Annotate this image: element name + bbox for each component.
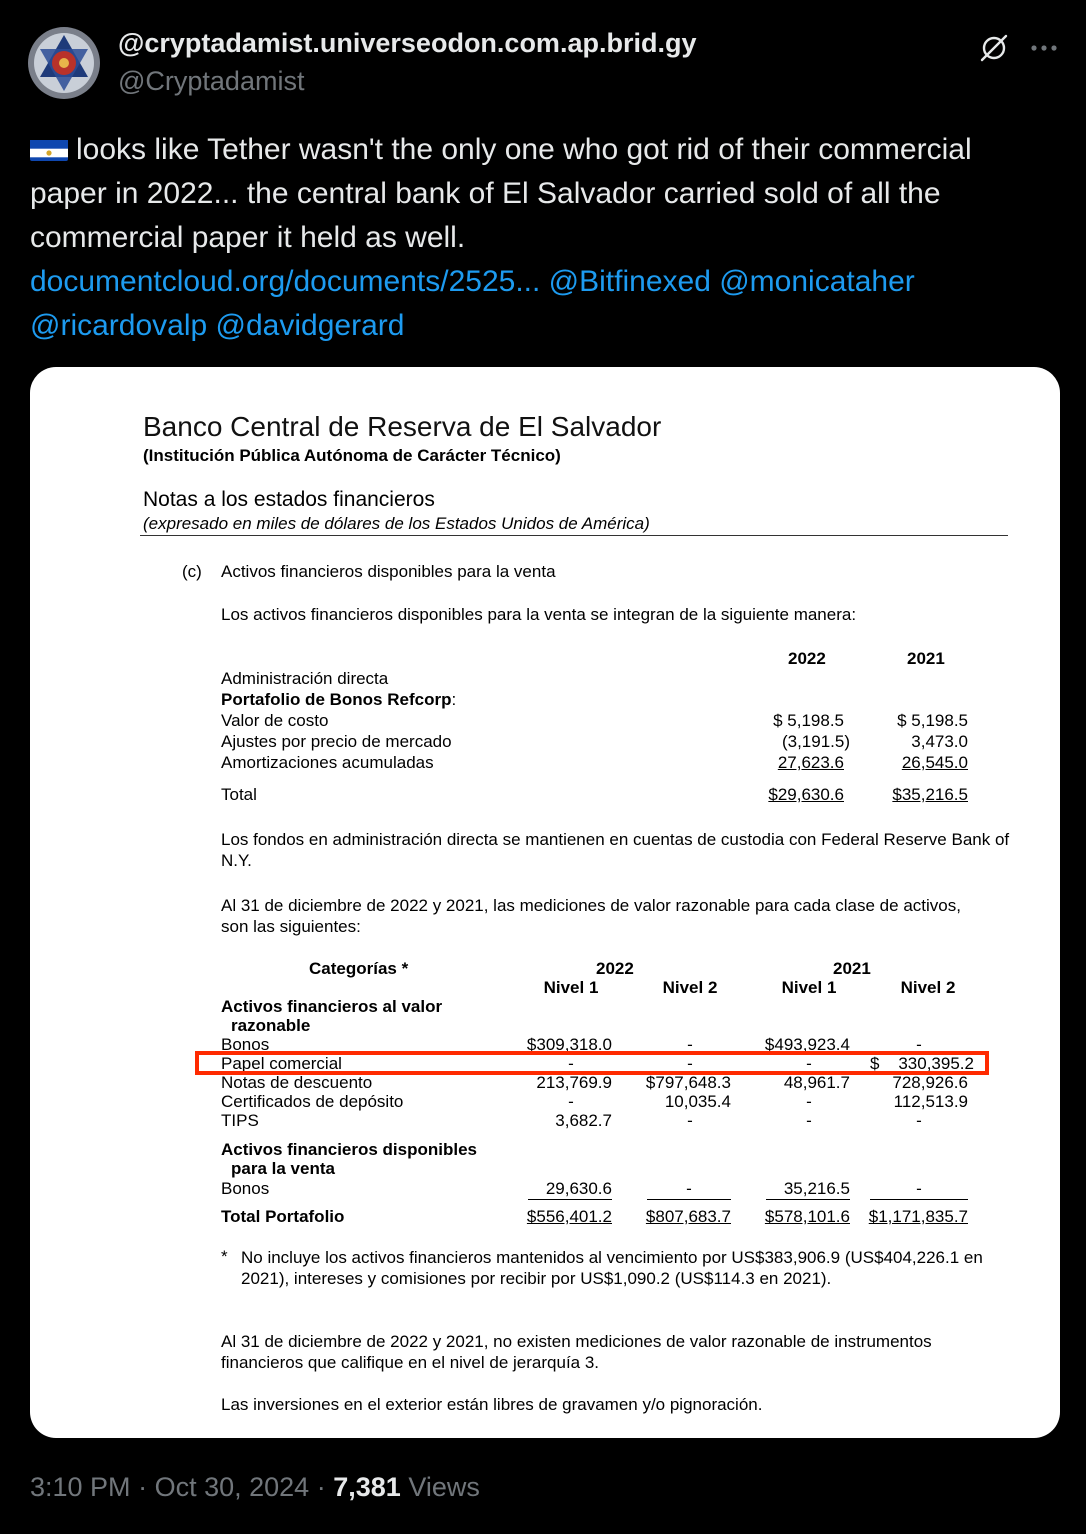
t1-total-2022: $29,630.6 — [768, 785, 844, 804]
handle[interactable]: @Cryptadamist — [118, 66, 305, 96]
t2-group2-line1: Activos financieros disponibles — [221, 1140, 478, 1159]
t2-categories-header: Categorías * — [309, 959, 409, 978]
tweet-date[interactable]: Oct 30, 2024 — [154, 1472, 310, 1502]
t2-total-label: Total Portafolio — [221, 1207, 345, 1226]
t1-total-2021: $35,216.5 — [892, 785, 968, 804]
tweet-meta — [30, 1472, 480, 1503]
t2-group1-line2: razonable — [231, 1016, 311, 1035]
footnote-mark: * — [221, 1247, 228, 1266]
views-count: 7,381 — [333, 1472, 401, 1502]
tweet-text — [30, 128, 1056, 348]
document-title: Banco Central de Reserva de El Salvador — [143, 411, 662, 442]
t2-total-cell: $578,101.6 — [764, 1207, 850, 1226]
t2-row-label: Bonos — [221, 1035, 270, 1054]
notes-title: Notas a los estados financieros — [143, 488, 435, 511]
section-title: Activos financieros disponibles para la venta — [221, 562, 556, 581]
t2-cell: 29,630.6 — [528, 1179, 612, 1200]
tweet-body: looks like Tether wasn't the only one who got rid of their commercial paper in 2022... the central bank of El Salvador carried sold of all the commercial paper it held as well. — [30, 133, 972, 254]
t2-total-cell: $556,401.2 — [526, 1207, 612, 1226]
t1-row-value-2022: 27,623.6 — [777, 753, 844, 772]
section-letter: (c) — [182, 562, 202, 581]
el-salvador-flag-icon — [30, 135, 68, 161]
notes-subtitle: (expresado en miles de dólares de los Estados Unidos de América) — [143, 514, 650, 533]
t2-cell: 728,926.6 — [892, 1073, 968, 1092]
t2-cell: - — [568, 1092, 574, 1111]
t1-year-2022: 2022 — [788, 649, 826, 668]
t2-row-label: Papel comercial — [221, 1054, 342, 1073]
t2-cell: $ 330,395.2 — [870, 1054, 974, 1073]
t1-row-value-2022: (3,191.5) — [781, 732, 850, 751]
avatar[interactable] — [28, 27, 100, 99]
document-link[interactable]: documentcloud.org/documents/2525... — [30, 265, 541, 298]
t2-cell: - — [568, 1054, 574, 1073]
t2-level2-2021: Nivel 2 — [900, 978, 956, 997]
t2-row-label: TIPS — [221, 1111, 259, 1130]
t1-row-label: Valor de costo — [221, 711, 329, 730]
t2-cell: $493,923.4 — [764, 1035, 850, 1054]
t1-portfolio-label: Portafolio de Bonos Refcorp: — [221, 690, 457, 709]
separator: · — [316, 1472, 326, 1502]
mention-davidgerard[interactable]: @davidgerard — [215, 309, 405, 342]
t2-cell: - — [687, 1035, 693, 1054]
mention-bitfinexed[interactable]: @Bitfinexed — [548, 265, 711, 298]
t2-row-label: Bonos — [221, 1179, 270, 1198]
highlight-box — [195, 1051, 989, 1075]
t2-cell: 35,216.5 — [766, 1179, 850, 1200]
t2-cell: 112,513.9 — [893, 1092, 968, 1111]
media-image[interactable] — [30, 367, 1060, 1438]
t2-cell: - — [806, 1111, 812, 1130]
tweet-time[interactable]: 3:10 PM — [30, 1472, 131, 1502]
t2-total-cell: $1,171,835.7 — [868, 1207, 968, 1226]
document-subtitle: (Institución Pública Autónoma de Carácter Técnico) — [143, 446, 561, 465]
t2-level1-2022: Nivel 1 — [543, 978, 599, 997]
t1-row-value-2021: 26,545.0 — [901, 753, 968, 772]
t2-cell: 3,682.7 — [555, 1111, 612, 1130]
more-icon[interactable] — [1026, 30, 1062, 66]
t2-year-2021: 2021 — [833, 959, 871, 978]
t2-cell: - — [870, 1179, 968, 1200]
t1-total-label: Total — [221, 785, 257, 804]
t2-group2-line2: para la venta — [231, 1159, 335, 1178]
t2-total-cell: $807,683.7 — [645, 1207, 731, 1226]
t1-row-label: Ajustes por precio de mercado — [221, 732, 452, 751]
t2-row-label: Certificados de depósito — [221, 1092, 404, 1111]
footnote: No incluye los activos financieros mantenidos al vencimiento por US$383,906.9 (US$404,226.1 en 2021), intereses y comisiones por recibir por US$1,090.2 (US$114.3 en 2021). — [241, 1248, 983, 1288]
t1-row-value-2021: 3,473.0 — [911, 732, 968, 751]
t2-row-label: Notas de descuento — [221, 1073, 373, 1092]
t2-cell: - — [687, 1054, 693, 1073]
t1-row-value-2022: $ 5,198.5 — [773, 711, 844, 730]
views-label: Views — [408, 1472, 480, 1502]
t2-level1-2021: Nivel 1 — [781, 978, 837, 997]
section-intro: Los activos financieros disponibles para la venta se integran de la siguiente manera: — [221, 605, 857, 624]
t2-cell: - — [916, 1111, 922, 1130]
custody-paragraph: Los fondos en administración directa se mantienen en cuentas de custodia con Federal Reserve Bank of N.Y. — [221, 830, 1010, 870]
grok-icon[interactable] — [976, 30, 1012, 66]
liens-paragraph: Las inversiones en el exterior están libres de gravamen y/o pignoración. — [221, 1395, 763, 1414]
t2-cell: - — [647, 1179, 731, 1200]
t2-cell: 10,035.4 — [664, 1092, 731, 1111]
header-rule — [140, 535, 1008, 536]
t1-year-2021: 2021 — [907, 649, 945, 668]
fair-value-paragraph: Al 31 de diciembre de 2022 y 2021, las mediciones de valor razonable para cada clase de activos, son las siguientes: — [221, 896, 961, 936]
separator: · — [138, 1472, 148, 1502]
t2-cell: - — [806, 1054, 812, 1073]
display-name[interactable]: @cryptadamist.universeodon.com.ap.brid.gy — [118, 28, 697, 58]
level3-paragraph: Al 31 de diciembre de 2022 y 2021, no existen mediciones de valor razonable de instrumentos financieros que califique en el nivel de jerarquía 3. — [221, 1332, 932, 1372]
t1-admin-label: Administración directa — [221, 669, 389, 688]
t2-cell: 213,769.9 — [536, 1073, 612, 1092]
t2-cell: 48,961.7 — [783, 1073, 850, 1092]
t2-cell: - — [806, 1092, 812, 1111]
mention-ricardovalp[interactable]: @ricardovalp — [30, 309, 208, 342]
t2-group1-line1: Activos financieros al valor — [221, 997, 443, 1016]
t2-cell: - — [687, 1111, 693, 1130]
t1-row-label: Amortizaciones acumuladas — [221, 753, 434, 772]
t2-level2-2022: Nivel 2 — [662, 978, 718, 997]
financial-statement-document — [30, 367, 1060, 1438]
t2-year-2022: 2022 — [596, 959, 634, 978]
t1-row-value-2021: $ 5,198.5 — [897, 711, 968, 730]
mention-monicataher[interactable]: @monicataher — [719, 265, 915, 298]
t2-cell: $797,648.3 — [645, 1073, 731, 1092]
t2-cell: - — [916, 1035, 922, 1054]
t2-cell: $309,318.0 — [526, 1035, 612, 1054]
